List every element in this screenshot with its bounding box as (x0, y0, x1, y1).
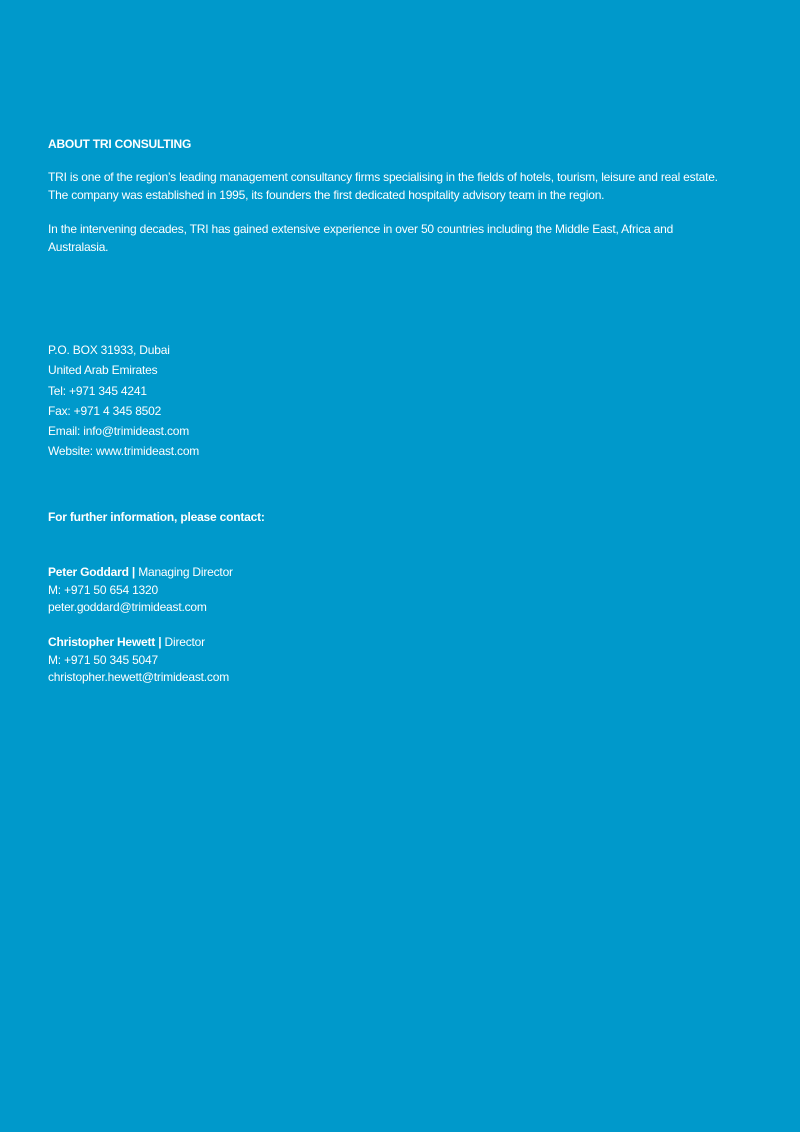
contact-person-header (48, 564, 448, 582)
contact-heading: For further information, please contact: (48, 510, 265, 524)
address-country: United Arab Emirates (48, 363, 158, 378)
contact-role: Managing Director (138, 565, 233, 579)
contact-separator: | (155, 635, 165, 649)
about-paragraph-1-line-2: The company was established in 1995, its founders the first dedicated hospitality advisory team in the region. (48, 188, 605, 202)
about-paragraph-2-line-2: Australasia. (48, 240, 109, 254)
contact-name: Peter Goddard (48, 565, 129, 579)
about-heading: ABOUT TRI CONSULTING (48, 137, 192, 151)
address-fax: Fax: +971 4 345 8502 (48, 403, 162, 418)
about-paragraph-1 (48, 168, 748, 204)
address-email[interactable]: Email: info@trimideast.com (48, 424, 190, 439)
contact-role: Director (164, 635, 205, 649)
about-paragraph-2-line-1: In the intervening decades, TRI has gained extensive experience in over 50 countries including the Middle East, Africa and (48, 222, 674, 236)
address-block (48, 340, 748, 462)
contact-email[interactable]: peter.goddard@trimideast.com (48, 600, 207, 614)
about-paragraph-2 (48, 220, 748, 256)
contact-name: Christopher Hewett (48, 635, 156, 649)
contact-person (48, 564, 448, 617)
contact-email[interactable]: christopher.hewett@trimideast.com (48, 670, 229, 684)
contact-mobile: M: +971 50 654 1320 (48, 582, 158, 597)
address-website[interactable]: Website: www.trimideast.com (48, 444, 200, 459)
contact-mobile: M: +971 50 345 5047 (48, 652, 158, 667)
about-paragraph-1-line-1: TRI is one of the region’s leading management consultancy firms specialising in the fields of hotels, tourism, leisure and real estate. (48, 170, 718, 184)
address-po-box: P.O. BOX 31933, Dubai (48, 343, 170, 357)
address-tel: Tel: +971 345 4241 (48, 383, 147, 398)
contact-separator: | (128, 565, 139, 579)
contact-person-header (48, 634, 448, 652)
contact-person (48, 634, 448, 687)
